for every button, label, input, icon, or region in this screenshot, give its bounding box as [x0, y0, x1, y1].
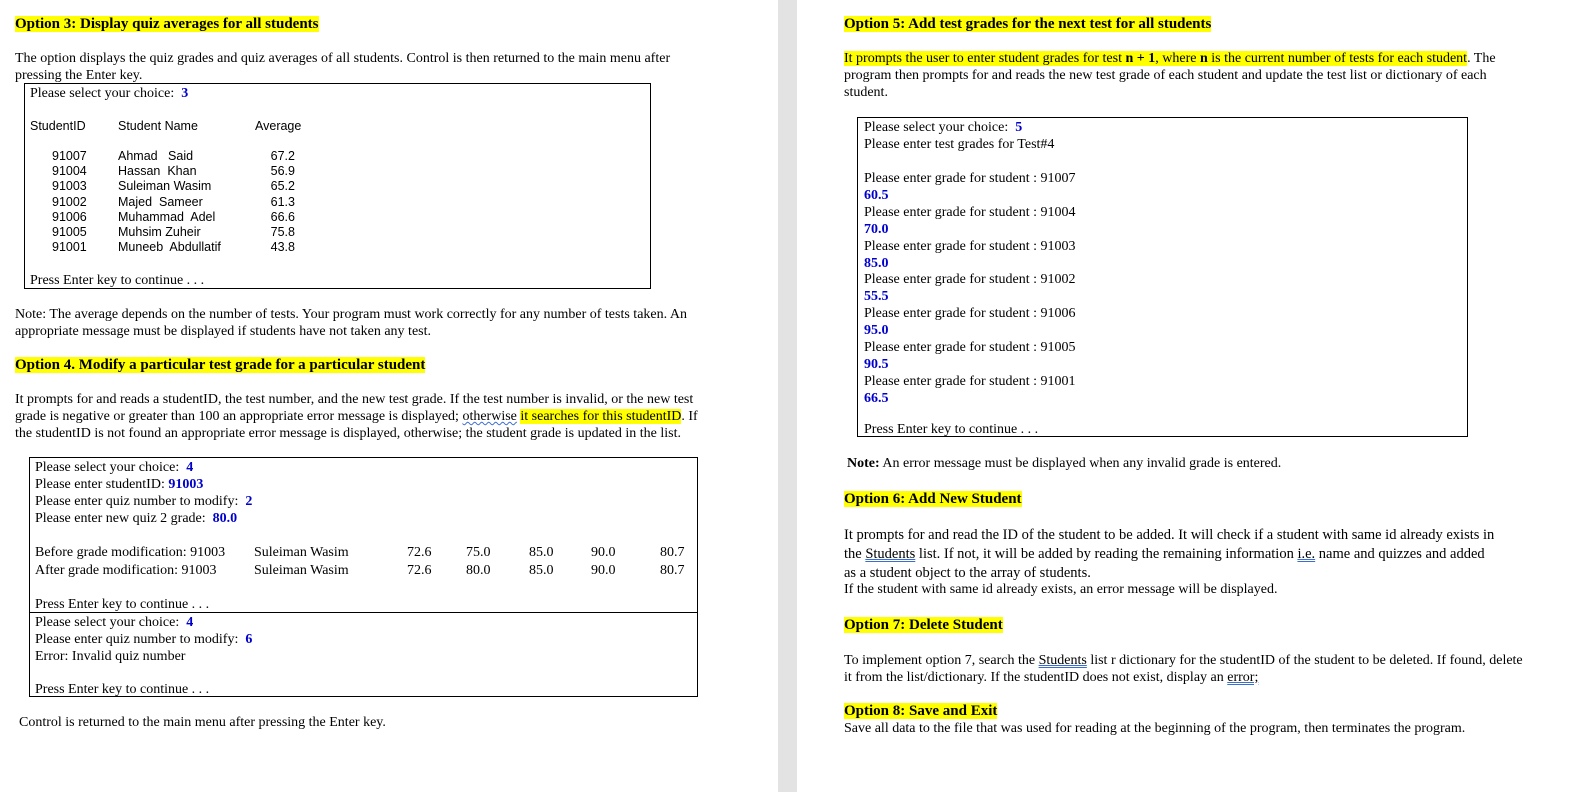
- option8-heading: Option 8: Save and Exit: [844, 703, 998, 719]
- console-line-choice: Please select your choice: 4: [35, 460, 194, 475]
- option5-paragraph-line2: program then prompts for and reads the new test grade of each student and update the test list or dictionary of each: [844, 68, 1487, 83]
- student-id-cell: 91002: [52, 194, 87, 209]
- option5-paragraph-line1: It prompts the user to enter student grades for test n + 1, where n is the current number of tests for each student. The: [844, 51, 1496, 66]
- console-prompt-line: Please select your choice: 3: [30, 86, 189, 101]
- grade-entry-value: 95.0: [864, 323, 889, 339]
- console-line-studentid: Please enter studentID: 91003: [35, 477, 204, 492]
- console-error-message: Error: Invalid quiz number: [35, 649, 186, 664]
- student-average-cell: 61.3: [270, 194, 295, 209]
- option3-console-box: [24, 83, 651, 289]
- student-average-cell: 66.6: [270, 209, 295, 224]
- before-grade-cell: 72.6: [407, 545, 432, 560]
- student-name-cell: Hassan Khan: [118, 164, 197, 179]
- grade-entry-value: 66.5: [864, 390, 889, 406]
- student-id-cell: 91001: [52, 240, 87, 255]
- column-header-average: Average: [255, 119, 302, 133]
- before-modification-label: Before grade modification: 91003: [35, 545, 226, 560]
- grade-entry-label: Please enter grade for student : 91001: [864, 373, 1076, 389]
- grade-entry-value: 85.0: [864, 255, 889, 271]
- option3-heading: Option 3: Display quiz averages for all students: [15, 16, 319, 32]
- student-average-cell: 75.8: [270, 225, 295, 239]
- note-line2: appropriate message must be displayed if students have not taken any test.: [15, 324, 432, 339]
- option5-paragraph-line3: student.: [844, 85, 888, 100]
- console-footer: Press Enter key to continue . . .: [35, 597, 210, 612]
- right-page: [797, 0, 1575, 792]
- grade-entry-value: 90.5: [864, 357, 889, 372]
- student-name-cell: Suleiman Wasim: [118, 179, 212, 194]
- console-line-quiznumber: Please enter quiz number to modify: 2: [35, 494, 253, 509]
- option3-paragraph-line2: pressing the Enter key.: [15, 68, 143, 83]
- option6-heading: Option 6: Add New Student: [844, 491, 1022, 507]
- column-header-studentid: StudentID: [30, 119, 86, 133]
- grade-entry-label: Please enter grade for student : 91002: [864, 272, 1076, 288]
- option7-paragraph-line1: To implement option 7, search the Students list r dictionary for the studentID of the student to be deleted. If found, delete: [844, 653, 1523, 668]
- option4-closing-text: Control is returned to the main menu after pressing the Enter key.: [19, 715, 386, 730]
- grade-entry-value: 55.5: [864, 289, 889, 305]
- before-grade-cell: 80.7: [660, 545, 685, 560]
- student-name-cell: Muhsim Zuheir: [118, 225, 201, 239]
- option4-paragraph-line3: the studentID is not found an appropriate error message is displayed, otherwise; the student grade is updated in the list.: [15, 426, 682, 441]
- before-grade-cell: 85.0: [529, 545, 554, 560]
- console-prompt-line: Please select your choice: 5: [864, 120, 1023, 135]
- after-grade-cell: 85.0: [529, 563, 554, 578]
- student-id-cell: 91006: [52, 209, 87, 224]
- student-name-cell: Muneeb Abdullatif: [118, 240, 221, 255]
- option5-console-box: [857, 117, 1468, 437]
- student-average-cell: 56.9: [270, 164, 295, 179]
- student-id-cell: 91003: [52, 179, 87, 194]
- console-footer: Press Enter key to continue . . .: [30, 273, 205, 288]
- grade-entry-label: Please enter grade for student : 91003: [864, 238, 1076, 254]
- after-modification-name: Suleiman Wasim: [254, 563, 349, 578]
- option6-paragraph-line2: the Students list. If not, it will be added by reading the remaining information i.e. name and quizzes and added: [844, 546, 1485, 562]
- grade-entry-label: Please enter grade for student : 91006: [864, 306, 1076, 322]
- note-line1: Note: The average depends on the number of tests. Your program must work correctly for any number of tests taken. An: [15, 307, 687, 322]
- student-name-cell: Majed Sameer: [118, 194, 203, 209]
- grade-entry-label: Please enter grade for student : 91004: [864, 204, 1076, 220]
- after-grade-cell: 80.7: [660, 563, 685, 578]
- page-gutter: [778, 0, 797, 792]
- option5-heading: Option 5: Add test grades for the next test for all students: [844, 16, 1212, 32]
- console-line-choice: Please select your choice: 4: [35, 615, 194, 630]
- student-id-cell: 91007: [52, 149, 87, 163]
- grade-entry-label: Please enter grade for student : 91005: [864, 340, 1076, 355]
- before-modification-name: Suleiman Wasim: [254, 545, 349, 560]
- option6-paragraph-line1: It prompts for and read the ID of the student to be added. It will check if a student with same id already exists in: [844, 527, 1495, 543]
- option8-paragraph: Save all data to the file that was used for reading at the beginning of the program, then terminates the program.: [844, 721, 1466, 736]
- after-modification-label: After grade modification: 91003: [35, 563, 217, 578]
- option6-paragraph-line4: If the student with same id already exists, an error message will be displayed.: [844, 582, 1278, 597]
- student-name-cell: Ahmad Said: [118, 149, 194, 163]
- student-average-cell: 65.2: [270, 179, 295, 194]
- student-average-cell: 43.8: [270, 240, 295, 255]
- option6-paragraph-line3: as a student object to the array of students.: [844, 565, 1091, 581]
- student-id-cell: 91004: [52, 164, 87, 179]
- before-grade-cell: 75.0: [466, 545, 491, 560]
- after-grade-cell: 80.0: [466, 563, 491, 578]
- grade-entry-value: 60.5: [864, 188, 889, 203]
- option3-paragraph-line1: The option displays the quiz grades and quiz averages of all students. Control is then returned to the main menu after: [15, 51, 671, 66]
- console-footer: Press Enter key to continue . . .: [864, 422, 1039, 437]
- grade-entry-label: Please enter grade for student : 91007: [864, 171, 1076, 186]
- student-name-cell: Muhammad Adel: [118, 209, 216, 224]
- console-line-quiznumber: Please enter quiz number to modify: 6: [35, 632, 253, 647]
- option4-console-box: [29, 457, 698, 613]
- option5-note: Note: An error message must be displayed when any invalid grade is entered.: [847, 456, 1282, 471]
- option4-paragraph-line1: It prompts for and reads a studentID, the test number, and the new test grade. If the test number is invalid, or the new test: [15, 392, 694, 407]
- option7-heading: Option 7: Delete Student: [844, 617, 1003, 633]
- after-grade-cell: 72.6: [407, 563, 432, 578]
- console-footer: Press Enter key to continue . . .: [35, 682, 210, 697]
- grade-entry-value: 70.0: [864, 221, 889, 237]
- student-average-cell: 67.2: [270, 149, 295, 163]
- option4-paragraph-line2: grade is negative or greater than 100 an appropriate error message is displayed; otherwise it searches for this studentID. If: [15, 409, 698, 424]
- option4-heading: Option 4. Modify a particular test grade for a particular student: [15, 357, 426, 373]
- console-line-newgrade: Please enter new quiz 2 grade: 80.0: [35, 511, 238, 526]
- option4-error-console-box: [29, 612, 698, 697]
- after-grade-cell: 90.0: [591, 563, 616, 578]
- column-header-name: Student Name: [118, 119, 198, 133]
- option7-paragraph-line2: it from the list/dictionary. If the studentID does not exist, display an error;: [844, 670, 1259, 685]
- console-test-prompt: Please enter test grades for Test#4: [864, 137, 1055, 152]
- before-grade-cell: 90.0: [591, 545, 616, 560]
- left-page: [0, 0, 778, 792]
- student-id-cell: 91005: [52, 225, 87, 239]
